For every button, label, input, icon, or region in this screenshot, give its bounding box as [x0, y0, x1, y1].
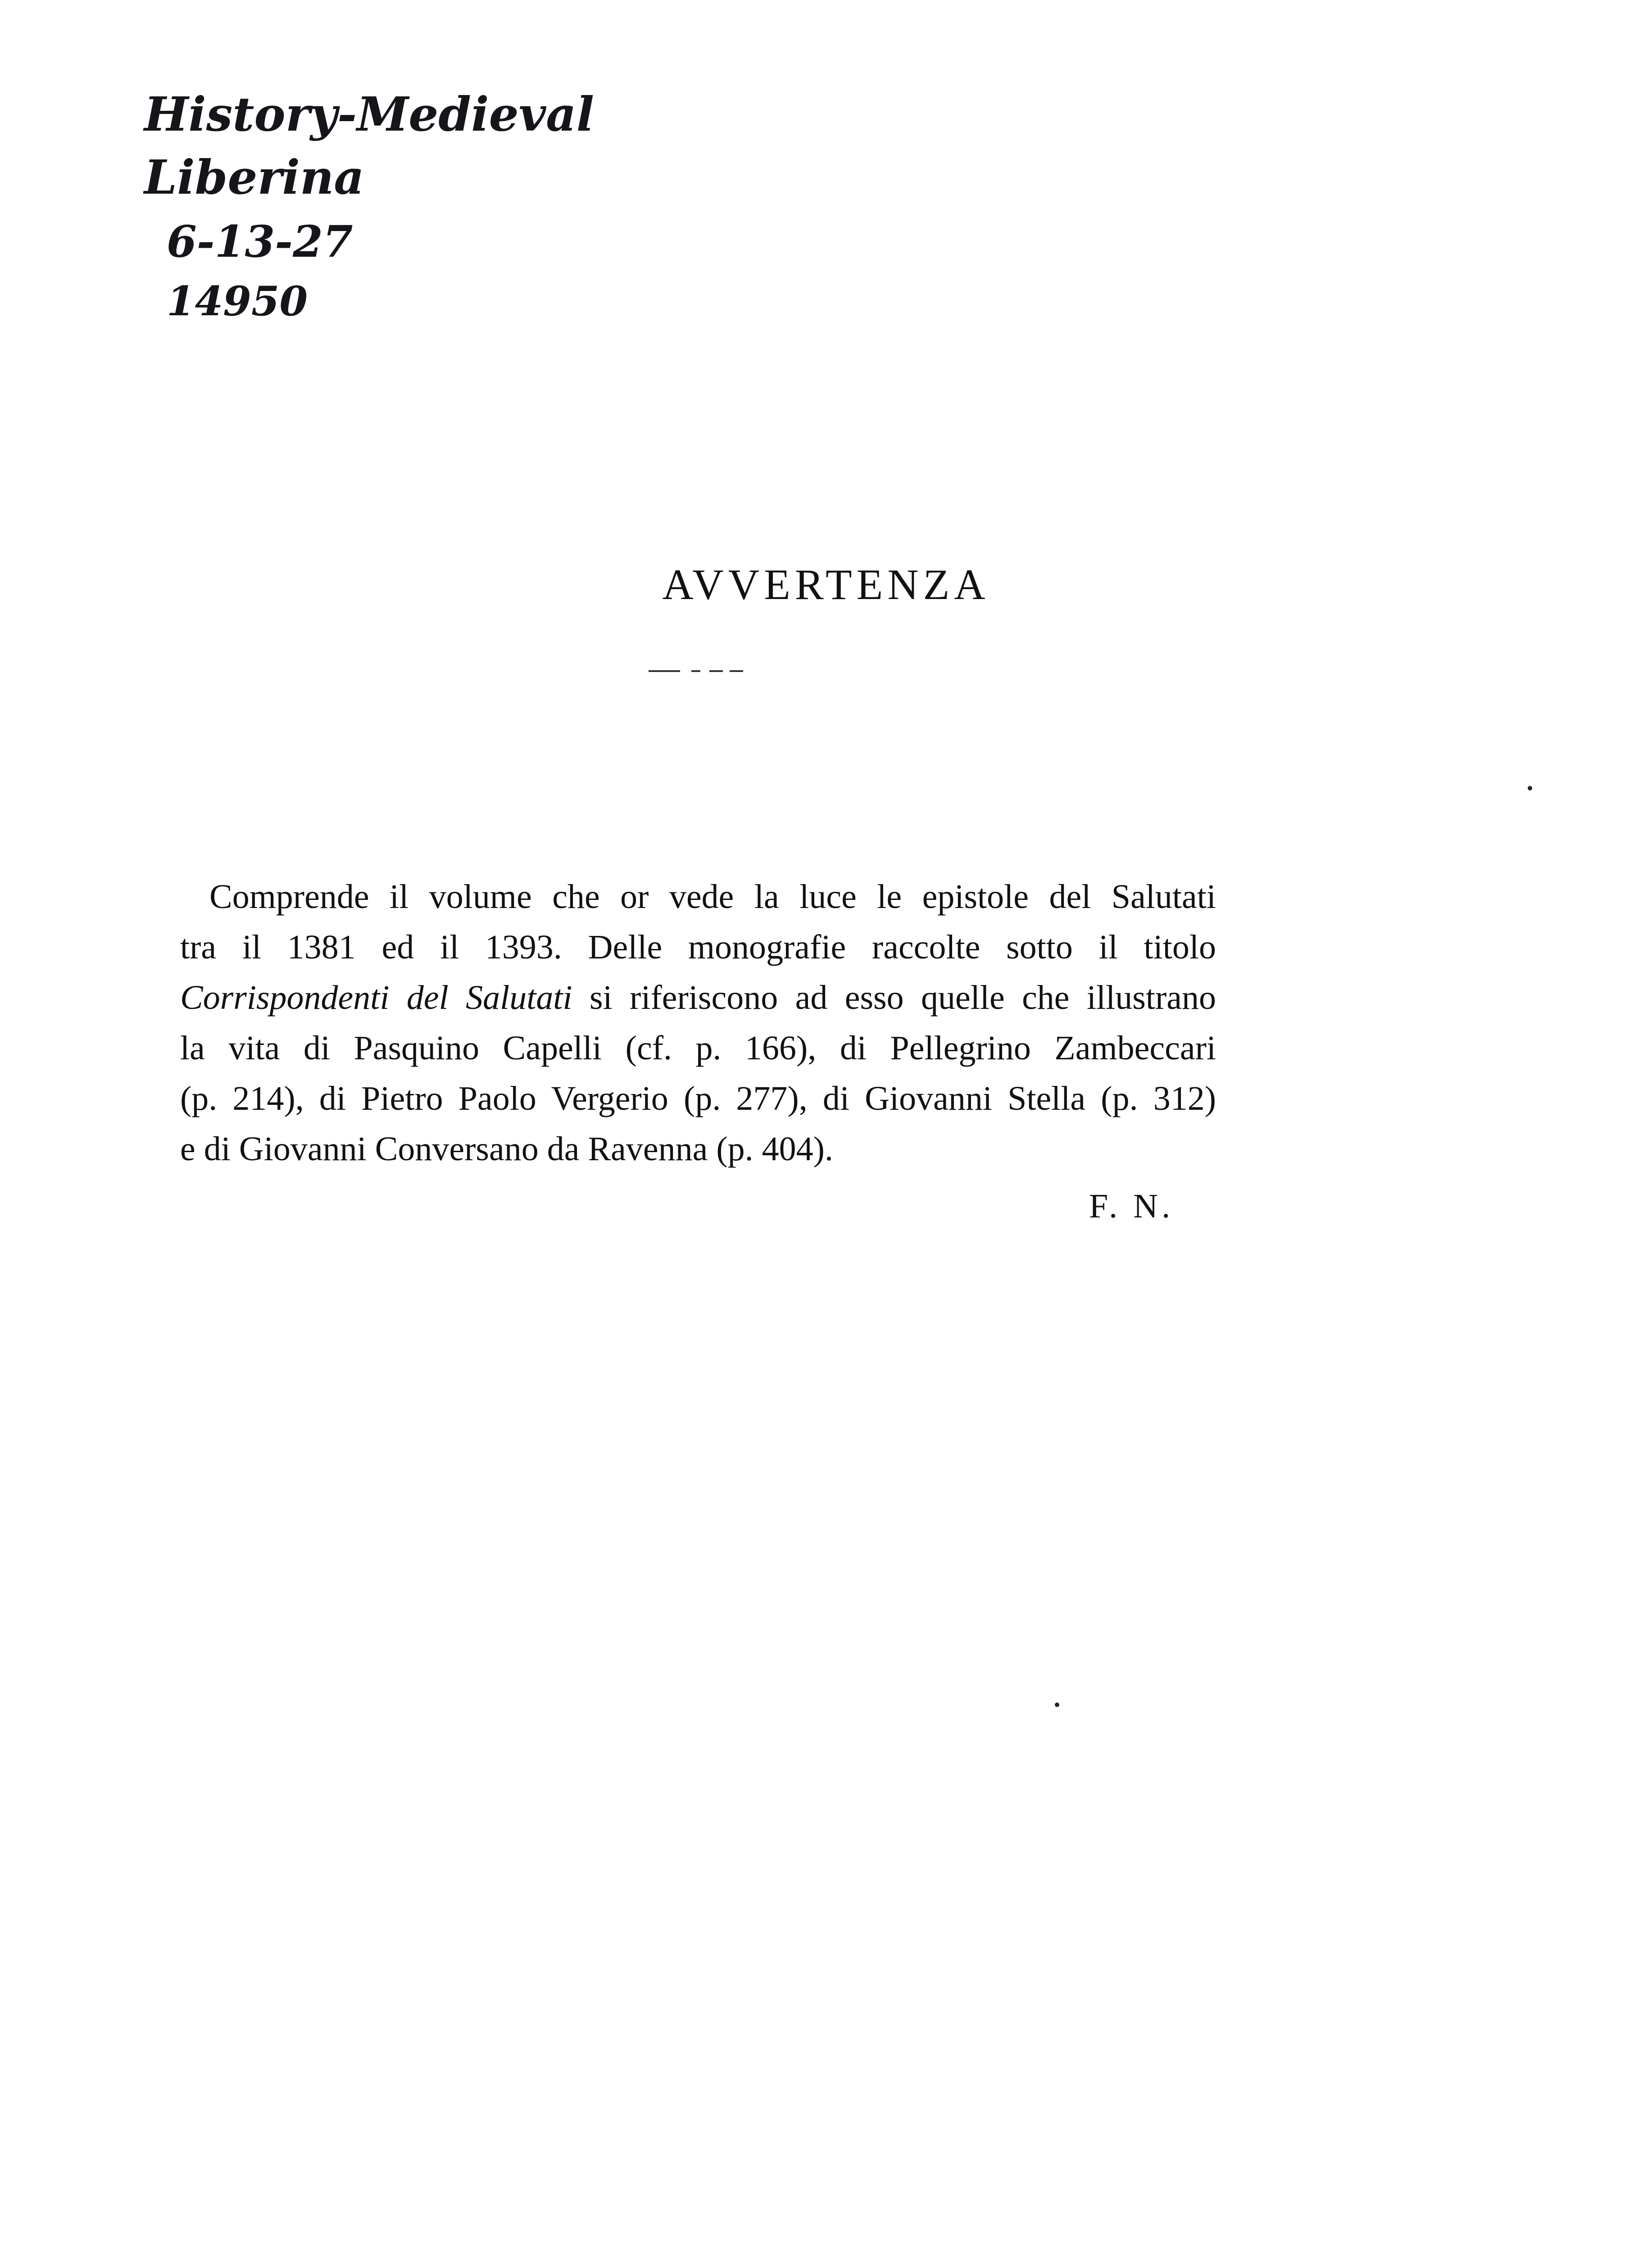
- paragraph-line: [180, 972, 1216, 1023]
- handwriting-line-4: 14950: [167, 277, 308, 325]
- paragraph-line-rest: si riferiscono ad esso quelle che illustrano: [572, 979, 1216, 1017]
- cited-title: Corrispondenti del Salutati: [180, 979, 572, 1017]
- print-speck: [1528, 786, 1532, 790]
- notice-paragraph: [180, 872, 1216, 1174]
- handwriting-line-2: Liberina: [144, 150, 364, 205]
- handwriting-drawing: [135, 81, 595, 333]
- print-speck: [1055, 1703, 1059, 1707]
- handwriting-line-1: History-Medieval: [144, 86, 595, 142]
- paragraph-line: Comprende il volume che or vede la luce le epistole del Salutati: [209, 878, 1216, 916]
- author-initials: F. N.: [1089, 1187, 1174, 1225]
- paragraph-line: la vita di Pasquino Capelli (cf. p. 166), di Pellegrino Zambeccari: [180, 1029, 1216, 1067]
- page-title: AVVERTENZA: [662, 560, 990, 608]
- paragraph-line: (p. 214), di Pietro Paolo Vergerio (p. 277), di Giovanni Stella (p. 312): [180, 1080, 1216, 1117]
- handwriting-line-3: 6-13-27: [167, 216, 353, 267]
- paragraph-line: tra il 1381 ed il 1393. Delle monografie raccolte sotto il titolo: [180, 928, 1216, 966]
- handwritten-accession-note: [135, 81, 595, 333]
- paragraph-line: e di Giovanni Conversano da Ravenna (p. 404).: [180, 1130, 833, 1168]
- title-divider: [649, 667, 743, 676]
